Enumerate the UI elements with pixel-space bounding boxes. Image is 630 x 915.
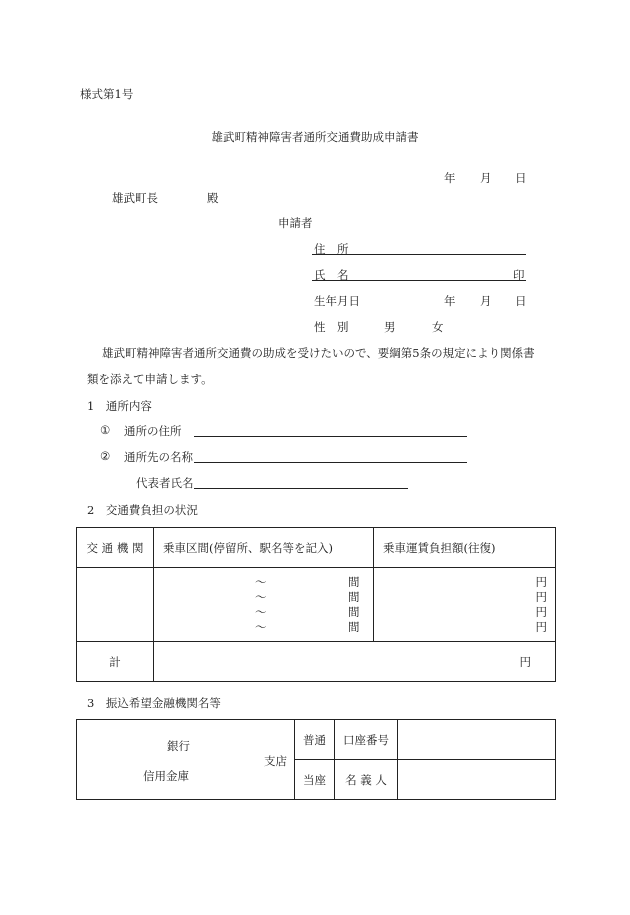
form-number: 様式第1号 — [80, 87, 134, 101]
route-tilde-3: 〜 — [255, 604, 267, 619]
page-title: 雄武町精神障害者通所交通費助成申請書 — [211, 130, 419, 144]
fare-yen-1: 円 — [535, 574, 547, 589]
route-kan-1: 間 — [348, 574, 360, 589]
bank-name-cell[interactable] — [77, 720, 295, 800]
route-kan-2: 間 — [348, 589, 360, 604]
birthdate-label: 生年月日 — [314, 294, 360, 308]
birth-year-label: 年 — [444, 294, 456, 308]
fare-yen-2: 円 — [535, 589, 547, 604]
route-tilde-2: 〜 — [255, 589, 267, 604]
total-yen: 円 — [519, 654, 531, 669]
address-field[interactable] — [312, 254, 526, 255]
addressee-honorific: 殿 — [207, 191, 219, 205]
name-field[interactable] — [312, 280, 526, 281]
sex-female-option[interactable]: 女 — [432, 320, 444, 334]
seal-mark: 印 — [513, 268, 525, 282]
route-kan-4: 間 — [348, 619, 360, 634]
section1-heading: 1 通所内容 — [87, 399, 152, 413]
header-fare: 乗車運賃負担額(往復) — [374, 528, 556, 568]
shinkin-label: 信用金庫 — [143, 769, 189, 783]
header-route: 乗車区間(停留所、駅名等を記入) — [154, 528, 374, 568]
body-text-line1: 雄武町精神障害者通所交通費の助成を受けたいので、要綱第5条の規定により関係書 — [102, 346, 535, 360]
bank-row-1 — [77, 720, 556, 760]
fare-cell[interactable] — [374, 568, 556, 642]
sex-male-option[interactable]: 男 — [384, 320, 396, 334]
total-label: 計 — [77, 642, 154, 682]
fare-yen-3: 円 — [535, 604, 547, 619]
date-year-label: 年 — [444, 171, 456, 185]
birth-day-label: 日 — [515, 294, 527, 308]
representative-field[interactable] — [194, 488, 408, 489]
sex-label: 性 別 — [314, 320, 349, 334]
facility-address-field[interactable] — [194, 436, 467, 437]
route-cell[interactable] — [154, 568, 374, 642]
table-total-row — [77, 642, 556, 682]
transport-cell[interactable] — [77, 568, 154, 642]
table-header-row — [77, 528, 556, 568]
bank-label: 銀行 — [167, 739, 190, 753]
section3-heading: 3 振込希望金融機関名等 — [87, 696, 221, 710]
facility-name-label: 通所先の名称 — [124, 450, 193, 464]
section1-item1-number: ① — [100, 423, 111, 437]
transport-cost-table — [76, 527, 556, 682]
name-label: 氏 名 — [314, 268, 349, 282]
header-transport: 交 通 機 関 — [77, 528, 154, 568]
date-day-label: 日 — [515, 171, 527, 185]
total-cell[interactable] — [154, 642, 556, 682]
section1-item2-number: ② — [100, 449, 111, 463]
table-row — [77, 568, 556, 642]
route-kan-3: 間 — [348, 604, 360, 619]
applicant-heading: 申請者 — [278, 216, 313, 230]
account-number-label: 口座番号 — [335, 720, 398, 760]
facility-name-field[interactable] — [194, 462, 467, 463]
birth-month-label: 月 — [480, 294, 492, 308]
account-holder-field[interactable] — [398, 760, 556, 800]
section2-heading: 2 交通費負担の状況 — [87, 503, 198, 517]
route-tilde-1: 〜 — [255, 574, 267, 589]
representative-label: 代表者氏名 — [136, 476, 194, 490]
branch-label: 支店 — [264, 754, 287, 768]
date-month-label: 月 — [480, 171, 492, 185]
bank-info-table — [76, 719, 556, 800]
touza-option[interactable]: 当座 — [295, 760, 335, 800]
route-tilde-4: 〜 — [255, 619, 267, 634]
futsu-option[interactable]: 普通 — [295, 720, 335, 760]
fare-yen-4: 円 — [535, 619, 547, 634]
body-text-line2: 類を添えて申請します。 — [87, 372, 213, 386]
account-holder-label: 名 義 人 — [335, 760, 398, 800]
address-label: 住 所 — [314, 242, 349, 256]
facility-address-label: 通所の住所 — [124, 424, 182, 438]
account-number-field[interactable] — [398, 720, 556, 760]
addressee-name: 雄武町長 — [112, 191, 158, 205]
